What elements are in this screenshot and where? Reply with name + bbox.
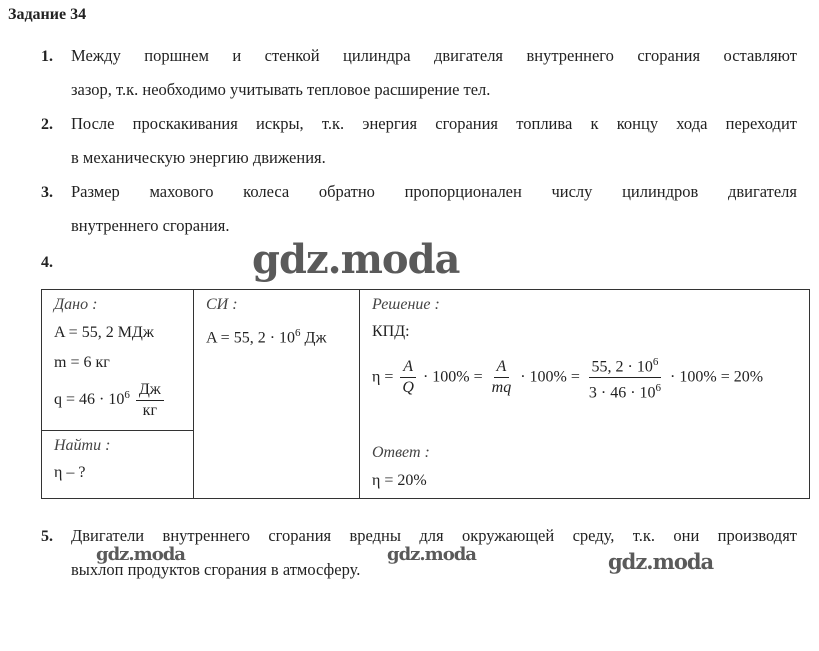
si-A: A = 55, $2 \cdot 10^6$ Дж bbox=[206, 327, 327, 347]
watermark: gdz.moda bbox=[252, 236, 460, 283]
item-number: 2. bbox=[41, 116, 53, 133]
item-line: Двигатели внутреннего сгорания вредны для окружающей среду, т.к. они производят bbox=[71, 526, 797, 545]
item-number: 1. bbox=[41, 48, 53, 65]
item-line: Между поршнем и стенкой цилиндра двигателя внутреннего сгорания оставляют bbox=[71, 46, 797, 65]
solution-label: Решение : bbox=[372, 296, 440, 313]
item-number: 4. bbox=[41, 254, 53, 271]
si-cell bbox=[194, 290, 360, 499]
watermark: gdz.moda bbox=[96, 544, 185, 565]
item-line: в механическую энергию движения. bbox=[71, 148, 326, 167]
item-line: внутреннего сгорания. bbox=[71, 216, 230, 235]
kpd-label: КПД: bbox=[372, 323, 410, 340]
given-A: A = 55, 2 МДж bbox=[54, 324, 154, 341]
answer-value: η = 20% bbox=[372, 472, 427, 489]
unit-fraction: $\frac{Дж}{кг}$ bbox=[136, 380, 164, 421]
item-line: После проскакивания искры, т.к. энергия сгорания топлива к концу хода переходит bbox=[71, 114, 797, 133]
find-cell bbox=[42, 431, 194, 499]
find-value: η – ? bbox=[54, 464, 86, 481]
find-label: Найти : bbox=[54, 437, 111, 454]
solution-table bbox=[41, 289, 810, 499]
item-number: 5. bbox=[41, 528, 53, 545]
item-line: выхлоп продуктов сгорания в атмосферу. bbox=[71, 560, 361, 579]
watermark: gdz.moda bbox=[608, 549, 714, 574]
si-label: СИ : bbox=[206, 296, 238, 313]
item-line: Размер махового колеса обратно пропорционален числу цилиндров двигателя bbox=[71, 182, 797, 201]
list-item bbox=[71, 175, 797, 243]
given-m: m = 6 кг bbox=[54, 354, 110, 371]
item-number: 3. bbox=[41, 184, 53, 201]
list-item bbox=[71, 107, 797, 175]
watermark: gdz.moda bbox=[387, 544, 476, 565]
given-q: $q = 46 \cdot 10^6$ $\frac{Дж}{кг}$ bbox=[54, 380, 193, 421]
answer-label: Ответ : bbox=[372, 444, 430, 461]
given-cell bbox=[42, 290, 194, 431]
efficiency-formula: η = $\frac{A}{Q}$ · 100% = $\frac{A}{mq}$ · 100% = $\frac{55, 2 \cdot 10^6}{3 \cdot 46 \cdot 10^6}$ · 100% = 20% bbox=[372, 352, 809, 404]
given-label: Дано : bbox=[54, 296, 98, 313]
item-line: зазор, т.к. необходимо учитывать тепловое расширение тел. bbox=[71, 80, 491, 99]
solution-cell bbox=[360, 290, 810, 499]
list-item bbox=[71, 39, 797, 107]
task-title: Задание 34 bbox=[8, 6, 87, 23]
